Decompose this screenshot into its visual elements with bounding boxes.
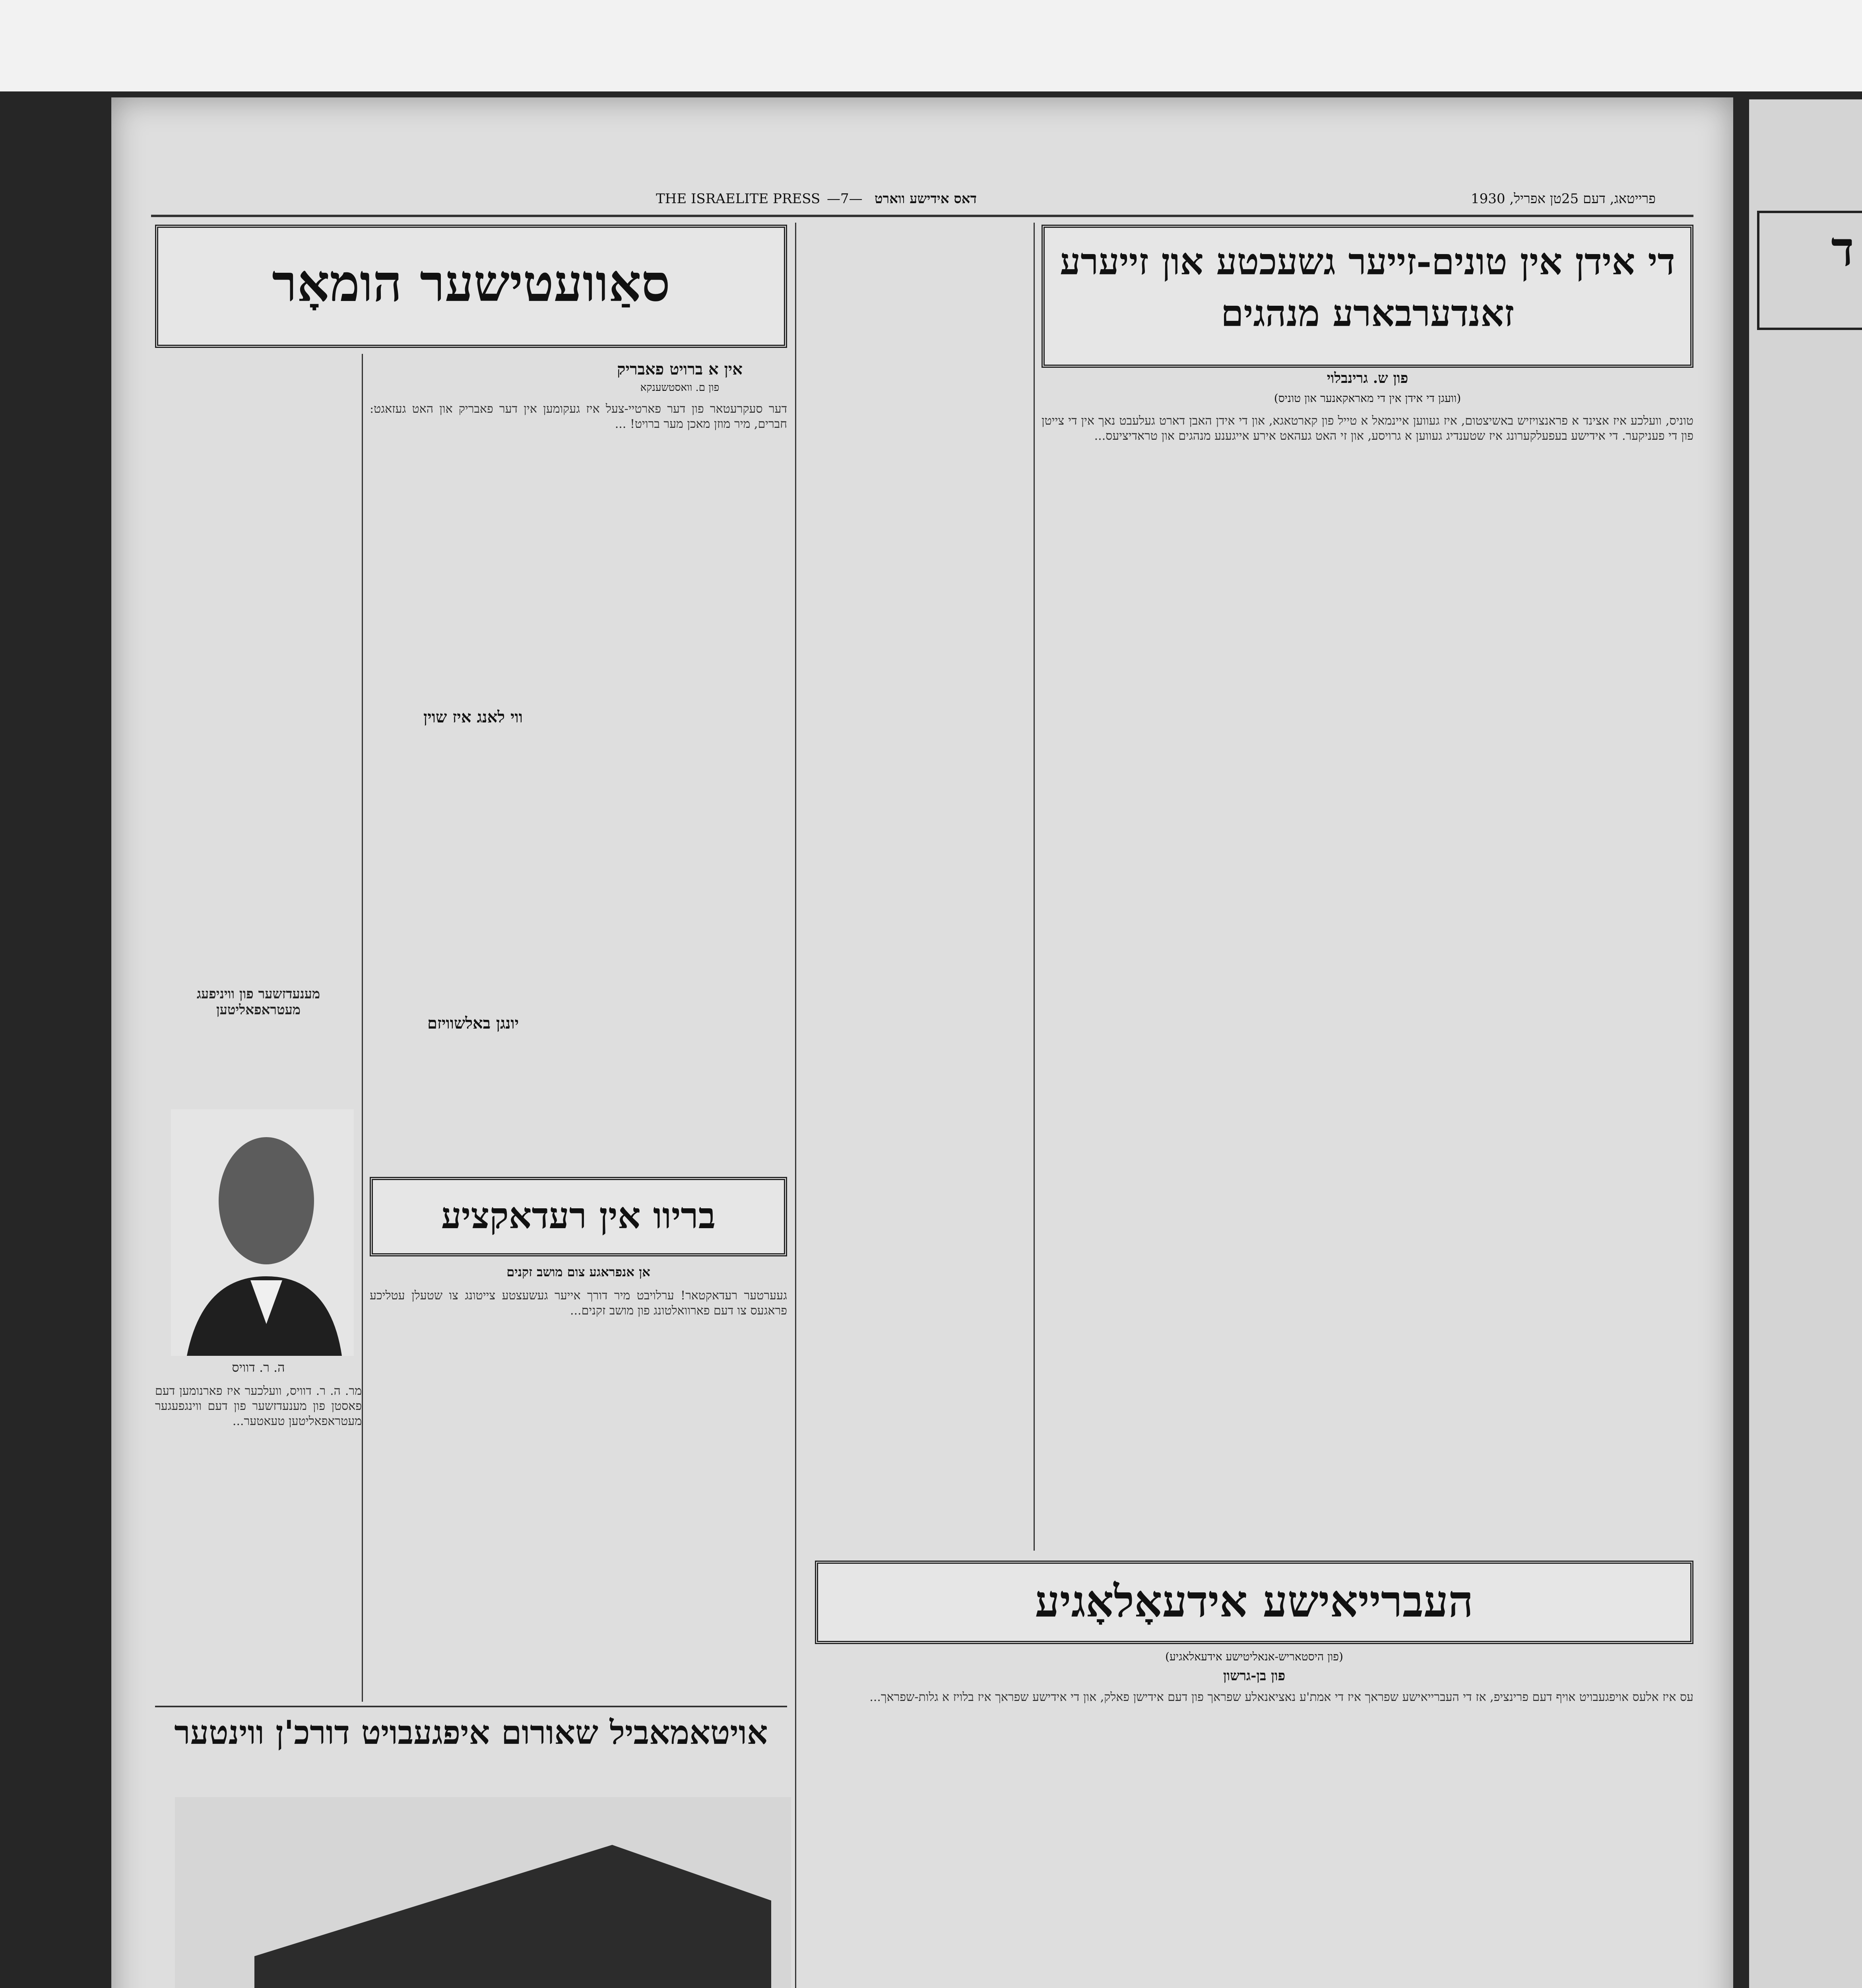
main-story-headline-box <box>1042 225 1693 368</box>
adjacent-page-edge <box>1749 99 1862 1988</box>
humor-first-item-author: פון ם. וואסטשענקא <box>640 382 720 394</box>
hebrew-ideology-headline: העברייאישע אידעאָלאָגיע <box>1035 1576 1474 1627</box>
main-story-byline: פון ש. גרינבלוי <box>1327 370 1408 386</box>
masthead-date: פרייטאג, דעם 25טן אפריל, 1930 <box>1471 191 1656 207</box>
masthead-yiddish-title: דאס אידישע ווארט <box>875 191 977 207</box>
column-rule <box>362 354 363 1702</box>
portrait-body: מר. ה. ר. דוויס, וועלכער איז פארנומען דעם פאסטן פון מענעדזשער פון דעם ווינגפעגער מעטראפאליטען טעאטער... <box>155 1384 362 1428</box>
hebrew-ideology-subhead: (פון היסטאריש-אנאליטישע אידעאלאגיע) <box>1165 1650 1343 1663</box>
humor-second-item-title: ווי לאנג איז שוין <box>423 708 523 726</box>
editor-letters-headline: בריוו אין רעדאקציע <box>441 1195 716 1237</box>
editor-letters-body: געערטער רעדאקטאר! ערלויבט מיר דורך אייער געשעצטע צייטונג צו שטעלן עטליכע פראגעס צו דעם פארוואלטונג פון מושב זקנים... <box>370 1289 787 1318</box>
column-rule <box>795 223 796 1988</box>
adjacent-page-headline-fragment: ד <box>1757 211 1862 330</box>
masthead-rule <box>151 215 1693 217</box>
humor-headline: סאַוועטישער הומאָר <box>272 254 670 313</box>
hebrew-ideology-author: פון בן-גרשון <box>1223 1668 1286 1684</box>
column-rule <box>1034 223 1035 1551</box>
masthead-english-title: THE ISRAELITE PRESS <box>656 191 820 207</box>
portrait-label: מענעדזשער פון וויניפעג מעטראפאליטען <box>196 986 320 1018</box>
humor-first-item-title: אין א ברויט פאבריק <box>617 360 743 379</box>
film-top-border <box>0 0 1862 91</box>
showroom-headline: אויטאמאביל שאורום איפגעבויט דורכ'ן ווינטער <box>174 1714 768 1752</box>
portrait-figure <box>171 1109 354 1356</box>
showroom-photo <box>175 1797 791 1988</box>
humor-body: דער סעקרעטאר פון דער פארטיי-צעל איז געקומען אין דער פאבריק און האט געזאגט: חברים, מיר מוזן מאכן מער ברויט! ... <box>370 402 787 431</box>
showroom-rule <box>155 1706 787 1707</box>
hebrew-ideology-body: עס איז אלעס אויפגעבויט אויף דעם פרינציפ, אז די העברייאישע שפראך איז די אמת'ע נאציאנאלע שפראך פון דעם אידישן פאלק, און די אידישע שפראך איז בלויז א גלות-שפראך... <box>869 1690 1693 1704</box>
main-story-headline-line1: די אידן אין טונים-זייער גשעכטע און זייערע <box>1060 240 1675 283</box>
humor-third-item-title: יונגן באלשוויזם <box>427 1014 519 1033</box>
hebrew-ideology-headline-box <box>815 1561 1693 1644</box>
main-story-body: טוניס, וועלכע איז אצינד א פראנצויזיש באשיצטום, איז געווען איינמאל א טייל פון קארטאגא, און די אידן האבן דארט געלעבט נאך אין די צייטן פון די פעניקער. די אידישע בעפעלקערונג איז שטענדיג געווען א גרויסע, און זי האט געהאט אירע אייגענע מנהגים און טראדיציעס... <box>1042 414 1693 443</box>
editor-letters-headline-box <box>370 1177 787 1256</box>
main-story-dateline: (וועגן די אידן אין די מאראקאנער און טוניס) <box>1274 392 1461 405</box>
humor-headline-box <box>155 225 787 348</box>
showroom-building-drawing <box>175 1797 791 1988</box>
masthead-page-marker: —7— <box>827 191 863 207</box>
portrait-name-caption: ה. ר. דוויס <box>232 1360 285 1375</box>
editor-letters-subhead: אן אנפראגע צום מושב זקנים <box>506 1264 650 1279</box>
portrait-photo <box>171 1109 354 1356</box>
main-story-headline-line2: זאנדערבארע מנהגים <box>1220 292 1515 335</box>
